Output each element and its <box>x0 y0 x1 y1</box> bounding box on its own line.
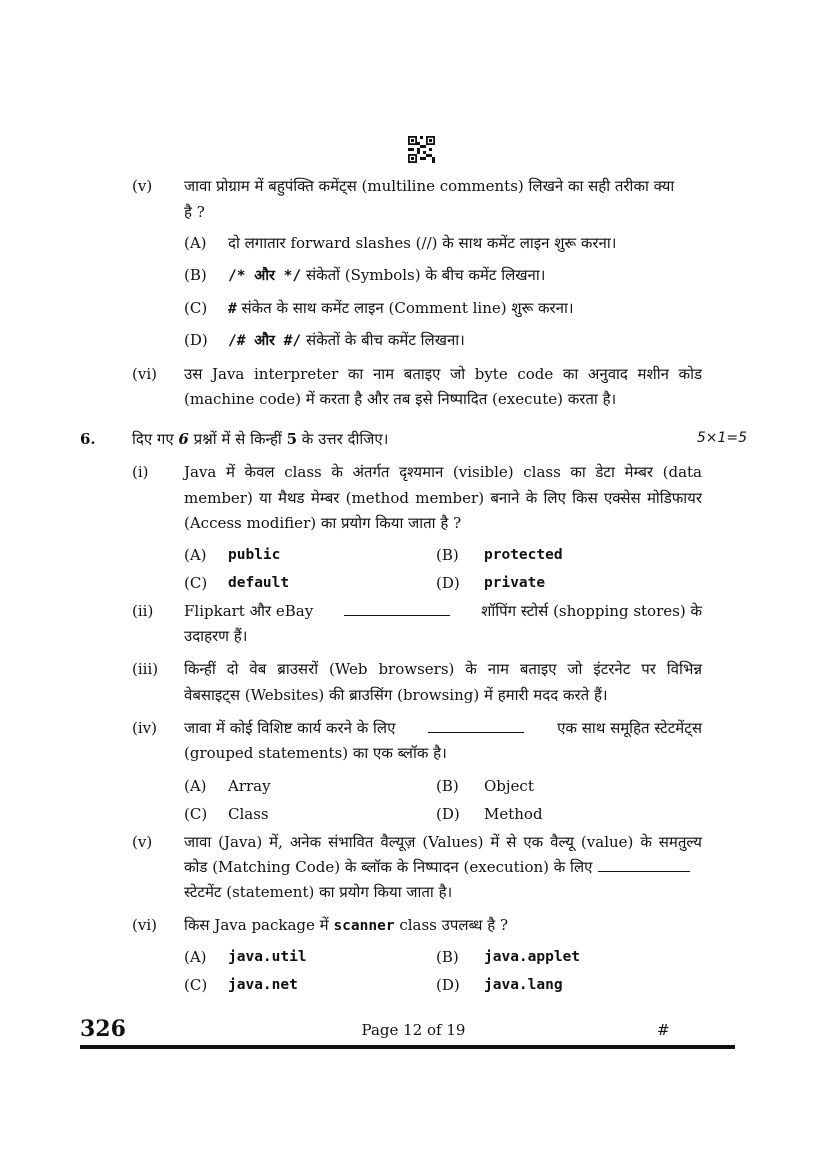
fill-blank <box>428 718 524 733</box>
option-label: (D) <box>184 331 208 349</box>
option-label: (D) <box>436 574 460 592</box>
question-number: (iv) <box>132 719 157 737</box>
option-code: # <box>228 301 237 317</box>
option-label: (B) <box>436 546 459 564</box>
option-text: java.net <box>228 977 298 993</box>
footer-rule <box>80 1045 735 1049</box>
question-text: जावा (Java) में, अनेक संभावित वैल्यूज़ (Values) में से एक वैल्यू (value) के समतुल्य <box>184 833 702 851</box>
option-text: Method <box>484 805 543 823</box>
question-main-number: 6. <box>80 430 96 448</box>
option-label: (D) <box>436 976 460 994</box>
page-number: Page 12 of 19 <box>361 1021 466 1039</box>
option-label: (C) <box>184 574 208 592</box>
option-label: (D) <box>436 805 460 823</box>
question-text: वेबसाइट्स (Websites) की ब्राउसिंग (browsing) में हमारी मदद करते हैं। <box>184 686 608 704</box>
question-text: उदाहरण हैं। <box>184 627 248 645</box>
question-text: स्टेटमेंट (statement) का प्रयोग किया जाता है। <box>184 883 453 901</box>
question-text: (Access modifier) का प्रयोग किया जाता है ? <box>184 514 462 532</box>
question-number: (vi) <box>132 916 157 934</box>
option-label: (A) <box>184 234 207 252</box>
question-instruction: दिए गए 6 प्रश्नों में से किन्हीं 5 के उत्तर दीजिए। <box>132 430 389 448</box>
question-text: कोड (Matching Code) के ब्लॉक के निष्पादन (execution) के लिए <box>184 857 696 877</box>
question-text: Java में केवल class के अंतर्गत दृश्यमान (visible) class का डेटा मेम्बर (data <box>184 463 702 481</box>
option-text: दो लगातार forward slashes (//) के साथ कमेंट लाइन शुरू करना। <box>228 234 617 252</box>
question-number: (ii) <box>132 602 154 620</box>
option-text: java.applet <box>484 949 581 965</box>
option-label: (B) <box>184 266 207 284</box>
option-label: (B) <box>436 777 459 795</box>
question-text: member) या मैथड मेम्बर (method member) बनाने के लिए किस एक्सेस मोडिफायर <box>184 489 702 507</box>
question-text: किन्हीं दो वेब ब्राउसरों (Web browsers) के नाम बताइए जो इंटरनेट पर विभिन्न <box>184 660 702 678</box>
fill-blank <box>344 601 450 616</box>
question-text: Flipkart और eBay शॉपिंग स्टोर्स (shopping stores) के <box>184 602 702 620</box>
option-text: protected <box>484 547 563 563</box>
question-text: उस Java interpreter का नाम बताइए जो byte code का अनुवाद मशीन कोड <box>184 365 702 383</box>
question-number: (v) <box>132 833 153 851</box>
qr-code-icon <box>408 136 435 163</box>
option-text-rest: संकेतों के बीच कमेंट लिखना। <box>305 331 465 349</box>
option-text-rest: संकेतों (Symbols) के बीच कमेंट लिखना। <box>305 266 546 284</box>
option-text: java.util <box>228 949 307 965</box>
option-text <box>228 298 574 319</box>
question-number: (vi) <box>132 365 157 383</box>
option-text: private <box>484 575 546 591</box>
option-code: /* और */ <box>228 268 302 284</box>
option-label: (A) <box>184 948 207 966</box>
option-text: Array <box>228 777 271 795</box>
question-text: किस Java package में scanner class उपलब्ध है ? <box>184 916 509 934</box>
option-text: Class <box>228 805 269 823</box>
option-text: java.lang <box>484 977 563 993</box>
option-code: /# और #/ <box>228 333 302 349</box>
question-text: (machine code) में करता है और तब इसे निष्पादित (execute) करता है। <box>184 390 617 408</box>
fill-blank <box>598 857 690 872</box>
option-label: (C) <box>184 805 208 823</box>
question-number: (v) <box>132 177 153 195</box>
question-text: जावा में कोई विशिष्ट कार्य करने के लिए एक साथ समूहित स्टेटमेंट्स <box>184 719 702 737</box>
option-text: Object <box>484 777 534 795</box>
option-text <box>228 265 545 286</box>
option-text-rest: संकेत के साथ कमेंट लाइन (Comment line) शुरू करना। <box>241 299 574 317</box>
marks-allocation: 5×1=5 <box>696 430 747 446</box>
option-label: (B) <box>436 948 459 966</box>
question-text: (grouped statements) का एक ब्लॉक है। <box>184 744 447 762</box>
option-label: (A) <box>184 777 207 795</box>
option-label: (A) <box>184 546 207 564</box>
question-text: है ? <box>184 203 205 221</box>
question-text: जावा प्रोग्राम में बहुपंक्ति कमेंट्स (multiline comments) लिखने का सही तरीका क्या <box>184 177 675 195</box>
paper-code: 326 <box>80 1016 126 1042</box>
question-number: (i) <box>132 463 149 481</box>
option-text: default <box>228 575 290 591</box>
option-label: (C) <box>184 976 208 994</box>
footer-hash: # <box>657 1021 670 1039</box>
option-text: public <box>228 547 281 563</box>
question-number: (iii) <box>132 660 159 678</box>
option-label: (C) <box>184 299 208 317</box>
option-text <box>228 330 465 351</box>
